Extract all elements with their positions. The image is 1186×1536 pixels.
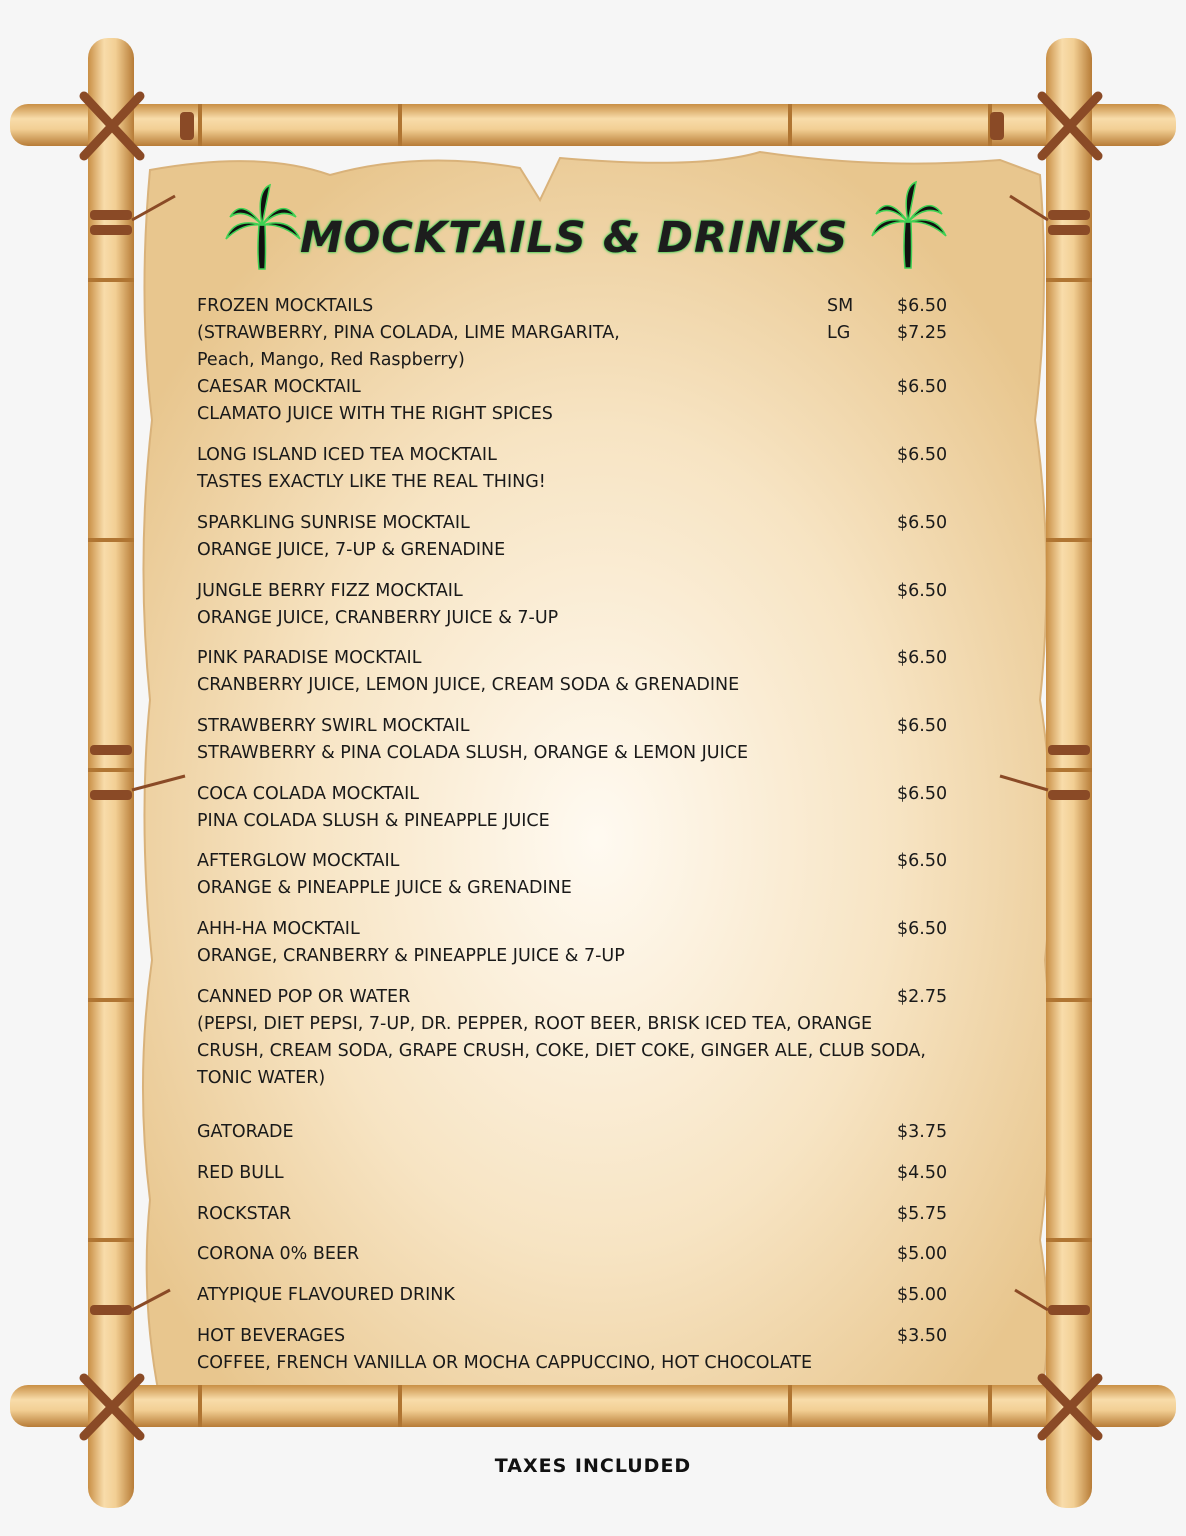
menu-item-price: $2.75	[897, 987, 948, 1007]
menu-item-description: Peach, Mango, Red Raspberry)	[197, 350, 465, 370]
menu-item-price: $5.00	[897, 1285, 948, 1305]
menu-item-description: TONIC WATER)	[197, 1068, 326, 1088]
menu-item-price: $6.50	[897, 581, 948, 601]
menu-item-description: (PEPSI, DIET PEPSI, 7-UP, DR. PEPPER, ROOT BEER, BRISK ICED TEA, ORANGE	[197, 1014, 873, 1034]
menu-item-name: LONG ISLAND ICED TEA MOCKTAIL	[197, 445, 497, 465]
menu-item-description: ORANGE JUICE, 7-UP & GRENADINE	[197, 540, 506, 560]
menu-item-price: $6.50	[897, 296, 948, 316]
menu-item-name: HOT BEVERAGES	[197, 1326, 346, 1346]
menu-item-name: JUNGLE BERRY FIZZ MOCKTAIL	[197, 581, 463, 601]
menu-item-name: RED BULL	[197, 1163, 284, 1183]
menu-item-name: FROZEN MOCKTAILS	[197, 296, 374, 316]
menu-item-description: TASTES EXACTLY LIKE THE REAL THING!	[197, 472, 546, 492]
menu-item-price: $6.50	[897, 513, 948, 533]
menu-item-price: $4.50	[897, 1163, 948, 1183]
menu-item-name: SPARKLING SUNRISE MOCKTAIL	[197, 513, 470, 533]
menu-item-name: CORONA 0% BEER	[197, 1244, 360, 1264]
menu-item-description: ORANGE & PINEAPPLE JUICE & GRENADINE	[197, 878, 572, 898]
menu-item-description: COFFEE, FRENCH VANILLA OR MOCHA CAPPUCCINO, HOT CHOCOLATE	[197, 1353, 813, 1373]
menu-item-name: ATYPIQUE FLAVOURED DRINK	[197, 1285, 455, 1305]
menu-item-name: AHH-HA MOCKTAIL	[197, 919, 360, 939]
menu-item-description: PINA COLADA SLUSH & PINEAPPLE JUICE	[197, 811, 550, 831]
menu-item-price: $5.00	[897, 1244, 948, 1264]
menu-item-price: $3.50	[897, 1326, 948, 1346]
menu-item-size: SM	[827, 296, 854, 316]
menu-item-price: $6.50	[897, 784, 948, 804]
menu-item-price: $6.50	[897, 377, 948, 397]
menu-item-description: CRUSH, CREAM SODA, GRAPE CRUSH, COKE, DIET COKE, GINGER ALE, CLUB SODA,	[197, 1041, 926, 1061]
menu-item-name: CAESAR MOCKTAIL	[197, 377, 361, 397]
menu-item-name: STRAWBERRY SWIRL MOCKTAIL	[197, 716, 470, 736]
menu-item-price: $6.50	[897, 716, 948, 736]
menu-item-description: CLAMATO JUICE WITH THE RIGHT SPICES	[197, 404, 553, 424]
taxes-note: TAXES INCLUDED	[494, 1455, 692, 1477]
menu-item-description: ORANGE JUICE, CRANBERRY JUICE & 7-UP	[197, 608, 559, 628]
menu-item-price: $7.25	[897, 323, 948, 343]
menu-item-description: STRAWBERRY & PINA COLADA SLUSH, ORANGE & LEMON JUICE	[197, 743, 749, 763]
menu-item-price: $3.75	[897, 1122, 948, 1142]
menu-item-name: CANNED POP OR WATER	[197, 987, 411, 1007]
menu-title: MOCKTAILS & DRINKS	[300, 213, 849, 263]
menu-item-size: LG	[827, 323, 851, 343]
menu-item-name: PINK PARADISE MOCKTAIL	[197, 648, 422, 668]
menu-item-price: $6.50	[897, 445, 948, 465]
menu-item-name: (STRAWBERRY, PINA COLADA, LIME MARGARITA,	[197, 323, 620, 343]
menu-item-name: GATORADE	[197, 1122, 294, 1142]
menu-item-price: $6.50	[897, 851, 948, 871]
menu-item-name: COCA COLADA MOCKTAIL	[197, 784, 419, 804]
menu-item-description: CRANBERRY JUICE, LEMON JUICE, CREAM SODA & GRENADINE	[197, 675, 740, 695]
menu-item-name: AFTERGLOW MOCKTAIL	[197, 851, 400, 871]
menu-item-name: ROCKSTAR	[197, 1204, 292, 1224]
menu-item-price: $6.50	[897, 919, 948, 939]
menu-item-description: ORANGE, CRANBERRY & PINEAPPLE JUICE & 7-UP	[197, 946, 625, 966]
menu-item-price: $6.50	[897, 648, 948, 668]
menu-item-price: $5.75	[897, 1204, 948, 1224]
